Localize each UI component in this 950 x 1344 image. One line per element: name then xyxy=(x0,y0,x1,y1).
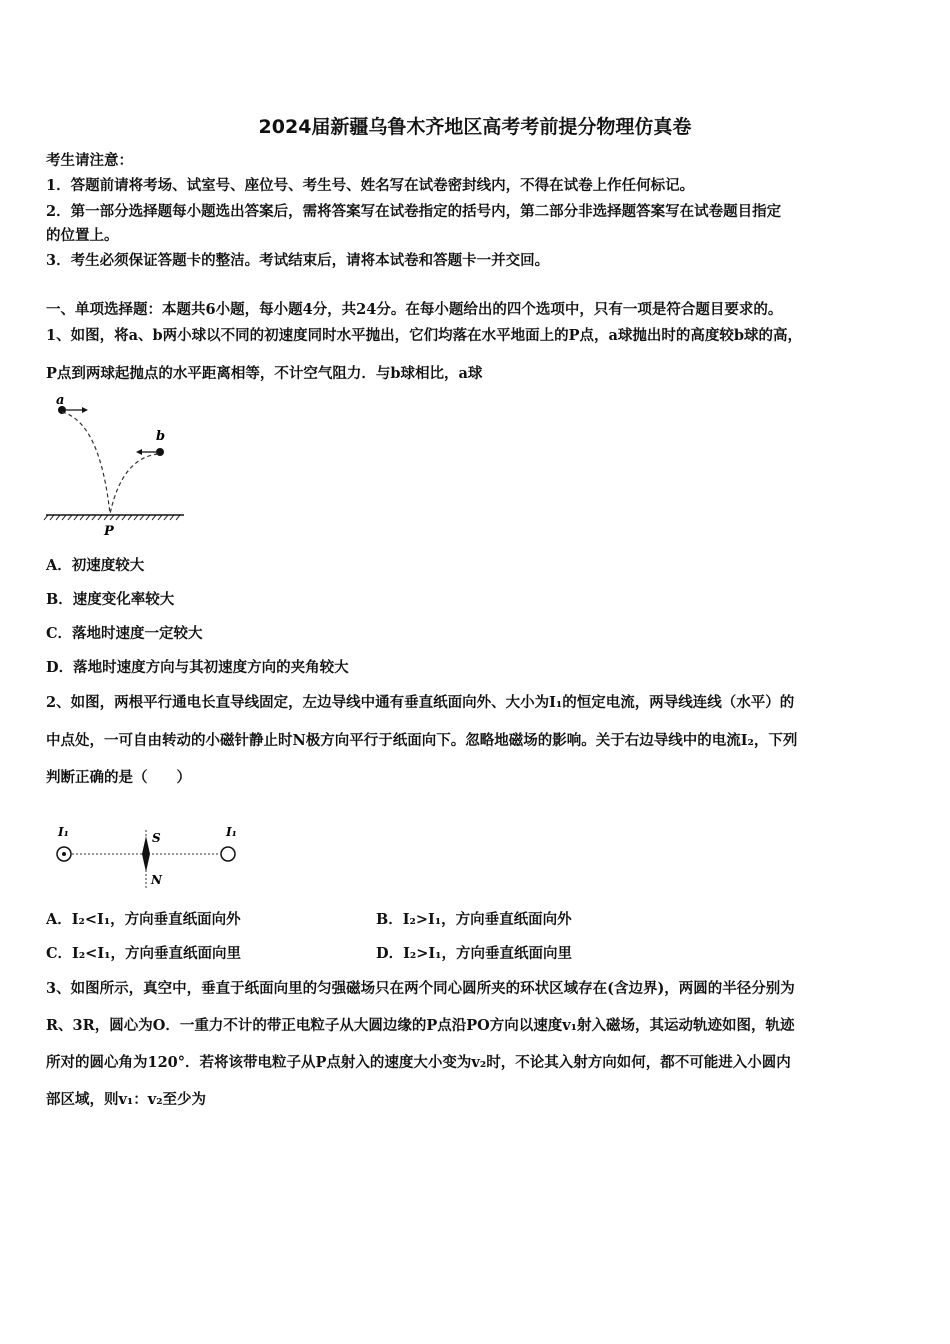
q1-option-d[interactable]: D．落地时速度方向与其初速度方向的夹角较大 xyxy=(46,659,349,676)
q2-text-line1: 2、如图，两根平行通电长直导线固定，左边导线中通有垂直纸面向外、大小为I₁的恒定电流，两导线连线（水平）的 xyxy=(46,694,795,711)
q2-option-d[interactable]: D．I₂>I₁，方向垂直纸面向里 xyxy=(376,945,572,962)
notice-item-1: 1．答题前请将考场、试室号、座位号、考生号、姓名写在试卷密封线内，不得在试卷上作任何标记。 xyxy=(46,177,695,194)
q1-option-b[interactable]: B．速度变化率较大 xyxy=(46,591,175,608)
section-heading: 一、单项选择题：本题共6小题，每小题4分，共24分。在每小题给出的四个选项中，只有一项是符合题目要求的。 xyxy=(46,301,783,318)
q1-text-line1: 1、如图，将a、b两小球以不同的初速度同时水平抛出，它们均落在水平地面上的P点，a球抛出时的高度较b球的高， xyxy=(46,327,803,344)
q1-text-line2: P点到两球起抛点的水平距离相等，不计空气阻力．与b球相比，a球 xyxy=(46,365,483,382)
q3-text-line4: 部区域，则v₁：v₂至少为 xyxy=(46,1091,207,1108)
notice-item-2-cont: 的位置上。 xyxy=(46,227,119,244)
label-p: P xyxy=(104,524,114,539)
q2-option-a[interactable]: A．I₂<I₁，方向垂直纸面向外 xyxy=(46,911,241,928)
label-i-right: I₁ xyxy=(226,825,237,839)
notice-item-2: 2．第一部分选择题每小题选出答案后，需将答案写在试卷指定的括号内，第二部分非选择题答案写在试卷题目指定 xyxy=(46,203,782,220)
q3-text-line3: 所对的圆心角为120°．若将该带电粒子从P点射入的速度大小变为v₂时，不论其入射方向如何，都不可能进入小圆内 xyxy=(46,1054,791,1071)
q1-option-a[interactable]: A．初速度较大 xyxy=(46,557,145,574)
q3-text-line2: R、3R，圆心为O．一重力不计的带正电粒子从大圆边缘的P点沿PO方向以速度v₁射入磁场，其运动轨迹如图，轨迹 xyxy=(46,1017,795,1034)
q1-option-c[interactable]: C．落地时速度一定较大 xyxy=(46,625,203,642)
q2-text-line3: 判断正确的是（ ） xyxy=(46,769,191,786)
label-s: S xyxy=(152,831,161,845)
label-b: b xyxy=(156,429,166,444)
ball-b xyxy=(156,448,164,456)
q2-text-line2: 中点处，一可自由转动的小磁针静止时N极方向平行于纸面向下。忽略地磁场的影响。关于右边导线中的电流I₂，下列 xyxy=(46,732,798,749)
q1-figure xyxy=(40,392,190,542)
label-i1-left: I₁ xyxy=(58,825,69,839)
q2-option-b[interactable]: B．I₂>I₁，方向垂直纸面向外 xyxy=(376,911,572,928)
right-wire xyxy=(221,847,235,861)
q2-figure xyxy=(48,818,248,894)
q2-option-c[interactable]: C．I₂<I₁，方向垂直纸面向里 xyxy=(46,945,241,962)
page-title: 2024届新疆乌鲁木齐地区高考考前提分物理仿真卷 xyxy=(258,116,692,138)
q3-text-line1: 3、如图所示，真空中，垂直于纸面向里的匀强磁场只在两个同心圆所夹的环状区域存在(含边界)，两圆的半径分别为 xyxy=(46,980,795,997)
label-n: N xyxy=(151,873,162,887)
notice-item-3: 3．考生必须保证答题卡的整洁。考试结束后，请将本试卷和答题卡一并交回。 xyxy=(46,252,550,269)
compass-needle xyxy=(142,836,150,872)
notice-heading: 考生请注意： xyxy=(46,152,133,169)
label-a: a xyxy=(56,393,65,408)
